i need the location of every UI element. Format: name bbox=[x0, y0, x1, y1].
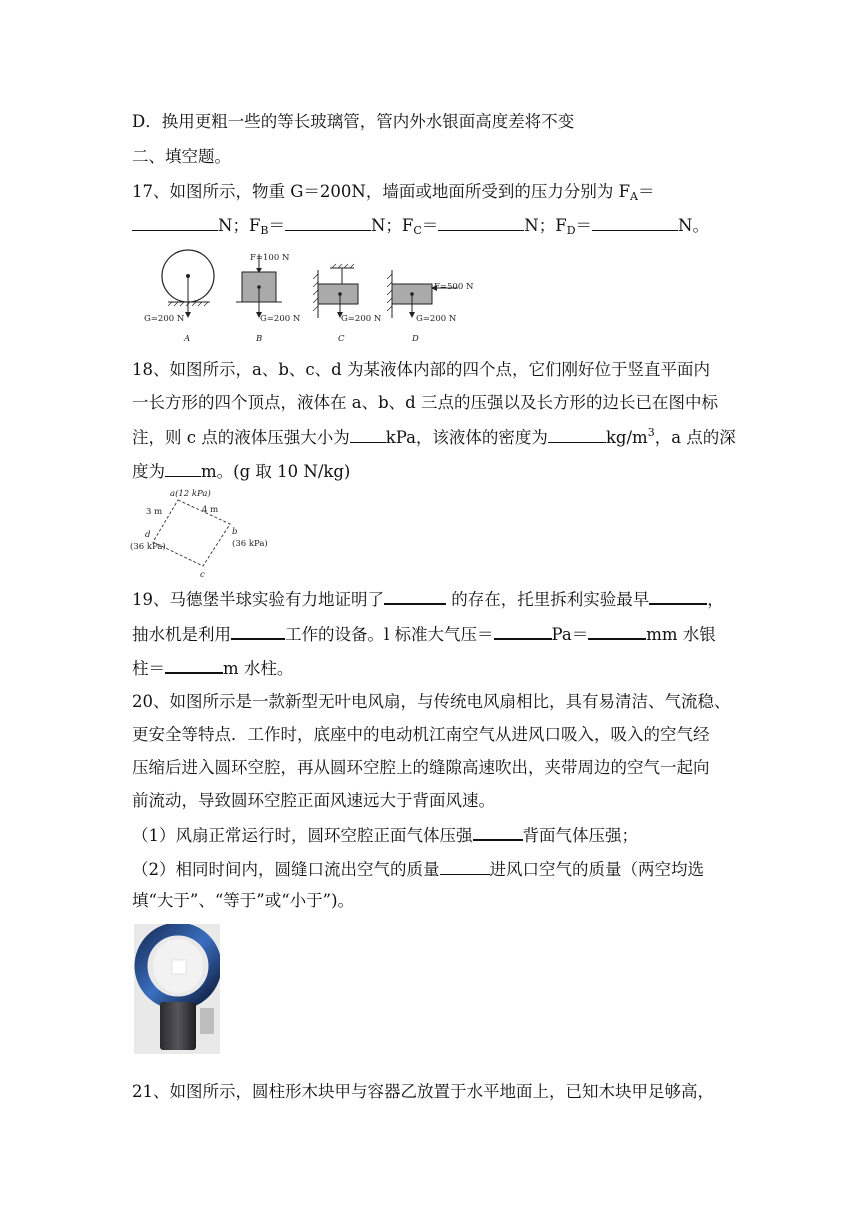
answer-blank-fa[interactable] bbox=[132, 212, 218, 231]
wall-hatch bbox=[387, 274, 392, 311]
q20-text: 背面气体压强； bbox=[522, 826, 638, 845]
q19-text: Pa＝ bbox=[551, 625, 589, 644]
ceiling-hatch bbox=[332, 264, 354, 268]
point-a: a(12 kPa) bbox=[170, 489, 211, 499]
q18-sup: 3 bbox=[647, 426, 655, 439]
point-d-pressure: (36 kPa) bbox=[130, 542, 166, 552]
q19-text: 19、马德堡半球实验有力地证明了 bbox=[132, 590, 384, 609]
answer-blank-measure[interactable] bbox=[649, 585, 707, 605]
answer-blank-water[interactable] bbox=[165, 654, 223, 674]
bladeless-fan-image bbox=[134, 924, 220, 1054]
b-weight-label: G=200 N bbox=[260, 314, 301, 324]
answer-blank-front-pressure[interactable] bbox=[473, 821, 523, 841]
q20-line3: 压缩后进入圆环空腔，再从圆环空腔上的缝隙高速吹出，夹带周边的空气一起向 bbox=[132, 758, 710, 777]
section-heading: 二、填空题。 bbox=[132, 147, 231, 166]
fd-sub: D bbox=[566, 224, 576, 237]
fd-label: F bbox=[555, 216, 567, 235]
q20-line1: 20、如图所示是一款新型无叶电风扇，与传统电风扇相比，具有易清洁、气流稳、 bbox=[132, 692, 731, 711]
q17-text-line2 bbox=[132, 212, 740, 238]
eq-sign: ＝ bbox=[575, 216, 593, 235]
answer-blank-pa[interactable] bbox=[494, 620, 552, 640]
q18-text: 度为 bbox=[132, 462, 165, 481]
answer-blank-fd[interactable] bbox=[592, 212, 678, 231]
answer-blank-fb[interactable] bbox=[285, 212, 371, 231]
q18-text: 注，则 c 点的液体压强大小为 bbox=[132, 428, 350, 447]
arrow-head bbox=[409, 312, 415, 318]
answer-blank-c-pressure[interactable] bbox=[350, 424, 386, 443]
q17-fa-sub: A bbox=[630, 190, 638, 203]
q19-text: 柱＝ bbox=[132, 659, 165, 678]
q18-text: kPa，该液体的密度为 bbox=[385, 428, 548, 447]
d-force-label: F=500 N bbox=[434, 282, 474, 292]
answer-blank-exist[interactable] bbox=[384, 585, 446, 605]
block-c bbox=[318, 284, 358, 304]
q18-text: ，a 点的深 bbox=[654, 428, 736, 447]
q17-text-line1 bbox=[132, 180, 740, 204]
b-label: B bbox=[256, 334, 263, 344]
arrow-head bbox=[185, 312, 191, 318]
a-weight-label: G=200 N bbox=[144, 314, 185, 324]
q20-part1 bbox=[132, 821, 740, 848]
wall-hatch bbox=[313, 274, 318, 311]
q17-figure bbox=[140, 248, 480, 344]
q19-text: ， bbox=[707, 590, 724, 609]
point-c: c bbox=[200, 570, 205, 580]
d-label: D bbox=[412, 334, 419, 344]
point-b-pressure: (36 kPa) bbox=[232, 539, 268, 549]
q18-figure bbox=[128, 484, 278, 580]
photo-shadow bbox=[200, 1008, 214, 1034]
fc-sub: C bbox=[413, 224, 422, 237]
eq-sign: ＝ bbox=[421, 216, 439, 235]
q19-text: mm 水银 bbox=[646, 625, 716, 644]
q19-text: 的存在，托里拆利实验最早 bbox=[451, 590, 650, 609]
q20-part2 bbox=[132, 856, 740, 882]
q19-line1 bbox=[132, 585, 740, 612]
d-weight-label: G=200 N bbox=[416, 314, 457, 324]
point-b: b bbox=[232, 527, 238, 537]
answer-blank-depth[interactable] bbox=[165, 458, 201, 477]
unit-n: N； bbox=[524, 216, 556, 235]
rectangle-outline bbox=[153, 500, 230, 566]
q20-line4: 前流动，导致圆环空腔正面风速远大于背面风速。 bbox=[132, 791, 495, 810]
q20-text: （1）风扇正常运行时，圆环空腔正面气体压强 bbox=[132, 826, 473, 845]
fb-sub: B bbox=[260, 224, 269, 237]
c-weight-label: G=200 N bbox=[341, 314, 382, 324]
answer-blank-mass[interactable] bbox=[440, 856, 490, 875]
q17-eq: ＝ bbox=[638, 182, 655, 201]
unit-n-end: N。 bbox=[678, 216, 709, 235]
eq-sign: ＝ bbox=[268, 216, 285, 235]
unit-n: N； bbox=[218, 216, 249, 235]
answer-blank-principle[interactable] bbox=[231, 620, 285, 640]
option-d: D．换用更粗一些的等长玻璃管，管内外水银面高度差将不变 bbox=[132, 112, 575, 131]
q18-line2: 一长方形的四个顶点，液体在 a、b、d 三点的压强以及长方形的边长已在图中标 bbox=[132, 393, 718, 412]
q18-line3 bbox=[132, 424, 740, 450]
fc-label: F bbox=[401, 216, 414, 235]
center-label bbox=[172, 960, 186, 974]
fb-label: F bbox=[248, 216, 261, 235]
unit-n: N； bbox=[370, 216, 402, 235]
b-force-label: F=100 N bbox=[250, 253, 290, 263]
q18-line1: 18、如图所示，a、b、c、d 为某液体内部的四个点，它们刚好位于竖直平面内 bbox=[132, 360, 710, 379]
answer-blank-density[interactable] bbox=[548, 424, 606, 443]
q20-part2-cont: 填“大于”、“等于”或“小于”)。 bbox=[132, 891, 355, 910]
c-label: C bbox=[338, 334, 345, 344]
q20-line2: 更安全等特点．工作时，底座中的电动机江南空气从进风口吸入，吸入的空气经 bbox=[132, 725, 710, 744]
q19-text: 抽水机是利用 bbox=[132, 625, 231, 644]
edge-ad-label: 3 m bbox=[146, 507, 163, 517]
q20-text: 进风口空气的质量（两空均选 bbox=[489, 860, 704, 879]
q21-line1: 21、如图所示，圆柱形木块甲与容器乙放置于水平地面上，已知木块甲足够高， bbox=[132, 1082, 714, 1101]
a-label: A bbox=[184, 334, 191, 344]
q19-line3 bbox=[132, 654, 740, 681]
q18-text: m。(g 取 10 N/kg) bbox=[201, 462, 351, 481]
q19-line2 bbox=[132, 620, 740, 647]
q20-text: （2）相同时间内，圆缝口流出空气的质量 bbox=[132, 860, 440, 879]
answer-blank-mmhg[interactable] bbox=[588, 620, 646, 640]
q19-text: m 水柱。 bbox=[223, 659, 294, 678]
q18-line4 bbox=[132, 458, 740, 484]
answer-blank-fc[interactable] bbox=[438, 212, 524, 231]
fan-base bbox=[160, 1002, 196, 1050]
q19-text: 工作的设备。l 标准大气压＝ bbox=[285, 625, 494, 644]
edge-ab-label: 4 m bbox=[202, 505, 219, 515]
q18-unit: kg/m bbox=[605, 428, 648, 447]
point-d: d bbox=[145, 530, 151, 540]
q17-prefix: 17、如图所示，物重 G＝200N，墙面或地面所受到的压力分别为 F bbox=[132, 182, 631, 201]
